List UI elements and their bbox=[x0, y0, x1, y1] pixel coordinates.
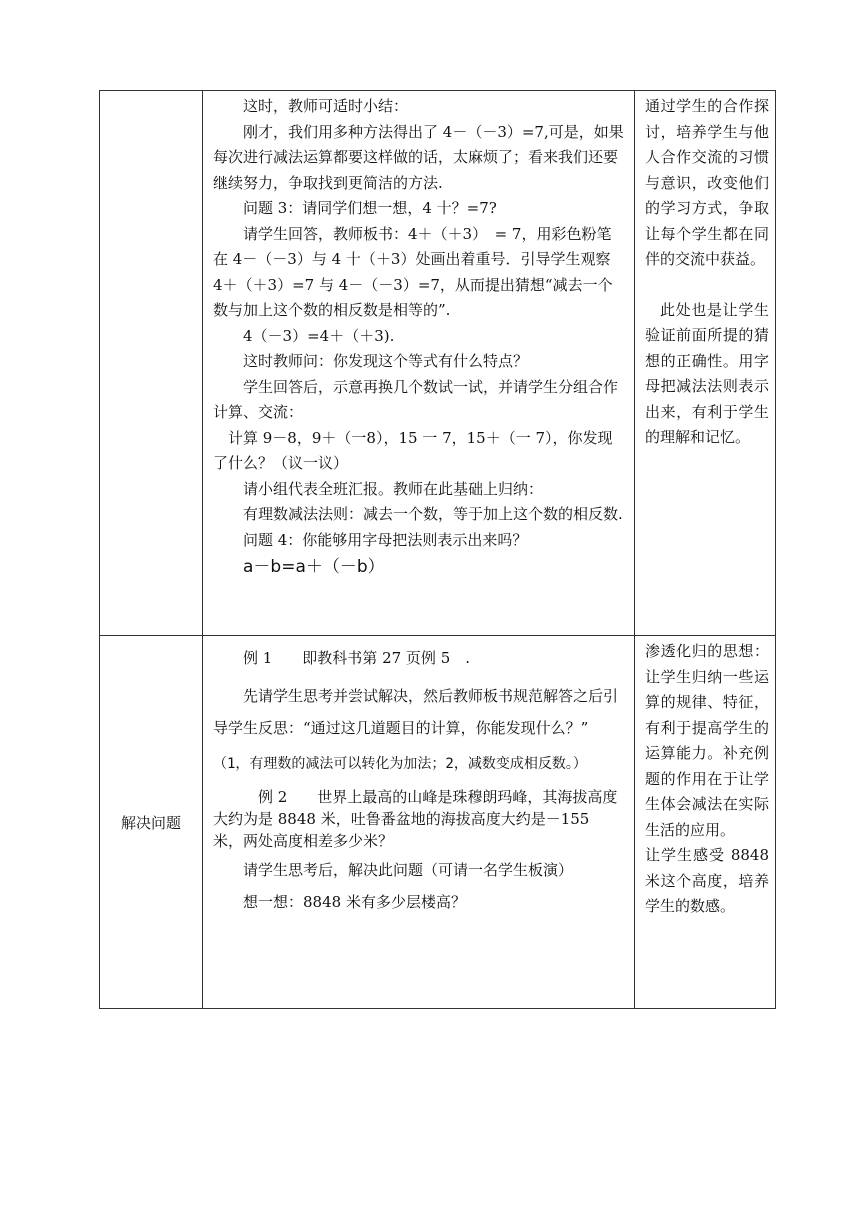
paragraph: 刚才，我们用多种方法得出了 4－（－3）=7,可是，如果每次进行减法运算都要这样做的话，太麻烦了；看来我们还要继续努力，争取找到更简洁的方法. bbox=[213, 122, 624, 192]
formula: a－b=a＋（－b） bbox=[243, 557, 385, 577]
teaching-process-cell bbox=[203, 91, 635, 636]
paragraph: 4（－3）=4＋（＋3). bbox=[243, 326, 395, 345]
paragraph: 计算 9－8，9＋（一8），15 一 7，15＋（一 7），你发现了什么？（议一议） bbox=[213, 428, 613, 472]
paragraph: 这时教师问：你发现这个等式有什么特点？ bbox=[243, 352, 529, 370]
paragraph: （1，有理数的减法可以转化为加法；2，减数变成相反数。） bbox=[213, 756, 587, 772]
row-label-cell: 解决问题 bbox=[100, 636, 203, 1009]
design-intent-cell bbox=[635, 91, 776, 636]
design-intent-cell bbox=[635, 636, 776, 1009]
spacer bbox=[645, 273, 769, 298]
row-label-cell bbox=[100, 91, 203, 636]
paragraph: 这时，教师可适时小结： bbox=[243, 97, 409, 115]
paragraph: 想一想：8848 米有多少层楼高？ bbox=[243, 893, 466, 911]
paragraph: 问题 3：请同学们想一想，4 十？=7? bbox=[243, 199, 497, 217]
teaching-process-cell bbox=[203, 636, 635, 1009]
note: 通过学生的合作探讨，培养学生与他人合作交流的习惯与意识，改变他们的学习方式，争取让每个学生都在同伴的交流中获益。 bbox=[645, 97, 769, 268]
paragraph: 请学生思考后，解决此问题（可请一名学生板演） bbox=[243, 861, 574, 879]
paragraph: 例 2 世界上最高的山峰是珠穆朗玛峰，其海拔高度大约为是 8848 米，吐鲁番盆地的海拔高度大约是－155 米，两处高度相差多少米？ bbox=[213, 788, 618, 850]
lesson-table bbox=[99, 90, 776, 1009]
paragraph: 有理数减法法则：减去一个数，等于加上这个数的相反数. bbox=[243, 505, 623, 523]
paragraph: 先请学生思考并尝试解决，然后教师板书规范解答之后引导学生反思：“通过这几道题目的计算，你能发现什么？” bbox=[213, 687, 619, 737]
paragraph: 请学生回答，教师板书：4＋（＋3） = 7，用彩色粉笔在 4－（－3）与 4 十（＋3）处画出着重号．引导学生观察 4＋（＋3）=7 与 4－（－3）=7，从而提出猜想“减去一个数与加上这个数的相反数是相等的”. bbox=[213, 224, 613, 319]
note: 渗透化归的思想：让学生归纳一些运算的规律、特征，有利于提高学生的运算能力。补充例题的作用在于让学生体会减法在实际生活的应用。 bbox=[645, 642, 769, 839]
paragraph: 问题 4：你能够用字母把法则表示出来吗？ bbox=[243, 530, 528, 549]
note: 让学生感受 8848 米这个高度，培养学生的数感。 bbox=[645, 846, 769, 915]
paragraph: 学生回答后，示意再换几个数试一试，并请学生分组合作计算、交流： bbox=[213, 377, 619, 421]
paragraph: 请小组代表全班汇报。教师在此基础上归纳： bbox=[243, 479, 544, 498]
table-row bbox=[100, 636, 776, 1009]
paragraph: 例 1 即教科书第 27 页例 5 . bbox=[243, 649, 471, 667]
table-row bbox=[100, 91, 776, 636]
note: 此处也是让学生验证前面所提的猜想的正确性。用字母把减法法则表示出来，有利于学生的理解和记忆。 bbox=[645, 300, 769, 446]
